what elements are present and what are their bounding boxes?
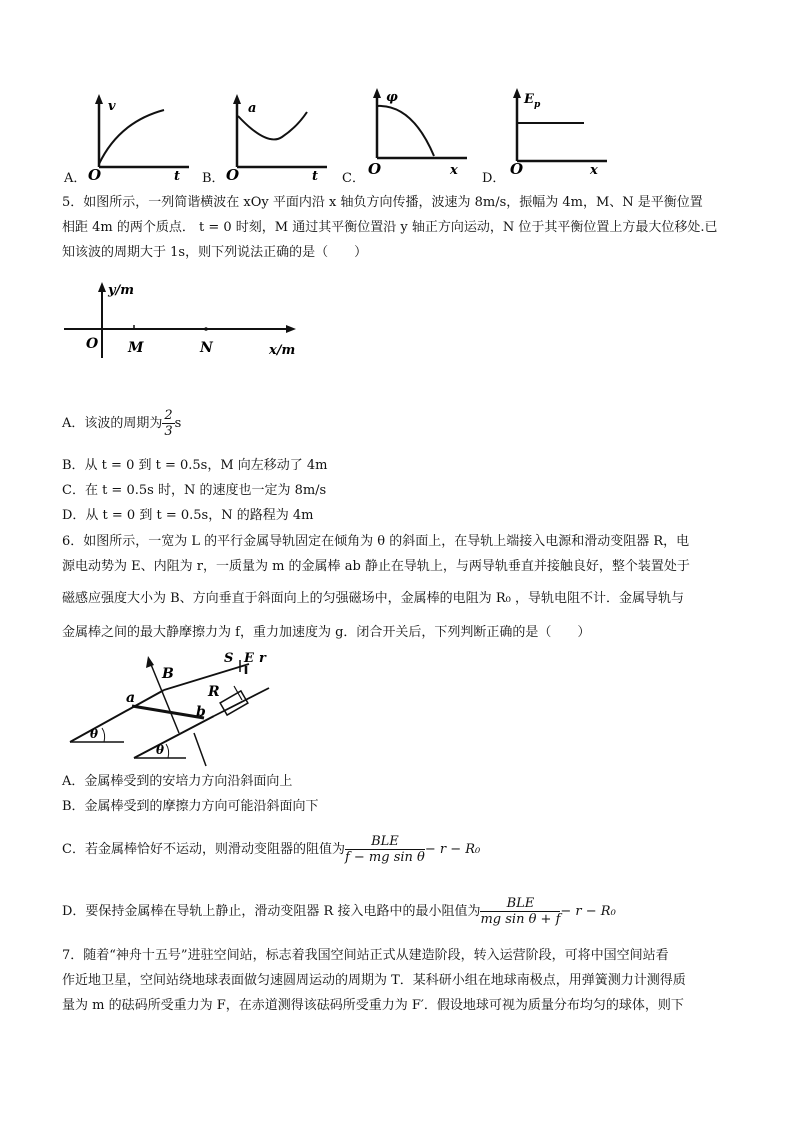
q5-option-a-unit: s (174, 416, 182, 431)
q6-fig-rr-label: R (208, 684, 220, 700)
q4-graph-c-ylabel: φ (386, 90, 398, 105)
q4-graph-c-origin: O (368, 160, 382, 176)
q6-c-denominator: f − mg sin θ (344, 850, 425, 865)
q5-a-numerator: 2 (164, 408, 173, 423)
q4-graph-a (84, 92, 194, 182)
q5-fig-m: M (128, 340, 144, 356)
q6-fig-theta-2: θ (156, 743, 165, 757)
q4-graph-d-origin: O (510, 160, 524, 176)
q5-stem-line-1: 5．如图所示，一列简谐横波在 xOy 平面内沿 x 轴负方向传播，波速为 8m/s，振幅为 4m，M、N 是平衡位置 (62, 195, 703, 210)
q4-graph-d-ylabel: E (524, 92, 534, 107)
q6-stem-line-2: 源电动势为 E、内阻为 r，一质量为 m 的金属棒 ab 静止在导轨上，与两导轨垂直并接触良好，整个装置处于 (62, 559, 690, 574)
q6-option-b[interactable]: B．金属棒受到的摩擦力方向可能沿斜面向下 (62, 799, 319, 814)
q5-option-d[interactable]: D．从 t = 0 到 t = 0.5s，N 的路程为 4m (62, 508, 314, 523)
q5-fig-origin: O (86, 336, 99, 352)
q5-stem-line-3: 知该波的周期大于 1s，则下列说法正确的是（ ） (62, 245, 368, 260)
q4-graph-a-origin: O (88, 166, 102, 182)
q6-option-c-tail: − r − R₀ (424, 842, 481, 857)
q5-wave-figure (64, 280, 304, 362)
q4-option-b-label[interactable]: B． (202, 171, 225, 186)
q4-graph-b-origin: O (226, 166, 240, 182)
q6-stem-line-3: 磁感应强度大小为 B、方向垂直于斜面向上的匀强磁场中，金属棒的电阻为 R₀ ，导轨电阻不计．金属导轨与 (62, 591, 684, 606)
q5-fig-ylabel: y/m (108, 283, 135, 298)
q6-stem-line-1: 6．如图所示，一宽为 L 的平行金属导轨固定在倾角为 θ 的斜面上，在导轨上端接入电源和滑动变阻器 R，电 (62, 534, 690, 549)
q4-graph-c-xlabel: x (450, 163, 458, 176)
q4-graph-d-ysub: p (534, 100, 541, 110)
q6-d-denominator: mg sin θ + f (480, 912, 561, 927)
q6-option-d-tail: − r − R₀ (560, 904, 616, 919)
q6-option-c-fraction (345, 834, 425, 865)
q4-graph-c (362, 86, 472, 176)
q6-fig-s-label: S (224, 651, 234, 666)
q6-fig-theta-1: θ (90, 727, 99, 741)
q6-option-a[interactable]: A．金属棒受到的安培力方向沿斜面向上 (62, 774, 293, 789)
q4-option-a-label[interactable]: A． (64, 171, 87, 186)
q6-option-d-fraction (480, 896, 560, 927)
q5-option-a[interactable] (62, 406, 181, 442)
q6-c-numerator: BLE (345, 834, 425, 850)
q4-option-c-label[interactable]: C． (342, 171, 365, 186)
q4-graph-a-ylabel: v (108, 99, 116, 114)
q5-a-denominator: 3 (164, 424, 173, 439)
q4-graph-b-ylabel: a (248, 101, 257, 116)
q4-graph-d (502, 86, 612, 176)
q5-option-a-text: A．该波的周期为 (62, 416, 163, 431)
q5-option-c[interactable]: C．在 t = 0.5s 时，N 的速度也一定为 8m/s (62, 483, 327, 498)
q4-graph-d-xlabel: x (590, 163, 598, 176)
q6-fig-b-label: B (162, 666, 174, 682)
q6-d-numerator: BLE (480, 896, 560, 912)
q4-option-d-label[interactable]: D． (482, 171, 506, 186)
q6-fig-r-label: r (259, 651, 266, 666)
q7-stem-line-2: 作近地卫星，空间站绕地球表面做匀速圆周运动的周期为 T．某科研小组在地球南极点，用弹簧测力计测得质 (62, 973, 686, 988)
q6-option-c[interactable] (62, 832, 480, 868)
q6-fig-bb-label: b (196, 704, 206, 720)
q4-graph-b-xlabel: t (312, 169, 319, 182)
q6-stem-line-4: 金属棒之间的最大静摩擦力为 f，重力加速度为 g．闭合开关后，下列判断正确的是（ ） (62, 625, 591, 640)
q5-fig-n: N (200, 340, 213, 356)
q6-fig-a-label: a (126, 690, 136, 706)
q6-option-d-text: D．要保持金属棒在导轨上静止，滑动变阻器 R 接入电路中的最小阻值为 (62, 904, 481, 919)
q5-stem-line-2: 相距 4m 的两个质点． t = 0 时刻，M 通过其平衡位置沿 y 轴正方向运动，N 位于其平衡位置上方最大位移处.已 (62, 220, 718, 235)
q5-option-a-fraction (162, 408, 174, 439)
q6-option-d[interactable] (62, 894, 616, 930)
q6-fig-e-label: E (244, 651, 254, 666)
q7-stem-line-3: 量为 m 的砝码所受重力为 F，在赤道测得该砝码所受重力为 F′．假设地球可视为质量分布均匀的球体，则下 (62, 998, 684, 1013)
q4-graph-b (222, 92, 332, 182)
q6-rail-figure (64, 648, 284, 768)
q7-stem-line-1: 7．随着“神舟十五号”进驻空间站，标志着我国空间站正式从建造阶段，转入运营阶段，可将中国空间站看 (62, 948, 669, 963)
q5-option-b[interactable]: B．从 t = 0 到 t = 0.5s，M 向左移动了 4m (62, 458, 328, 473)
q4-graph-a-xlabel: t (174, 169, 181, 182)
q6-option-c-text: C．若金属棒恰好不运动，则滑动变阻器的阻值为 (62, 842, 345, 857)
q5-fig-xlabel: x/m (269, 343, 296, 358)
